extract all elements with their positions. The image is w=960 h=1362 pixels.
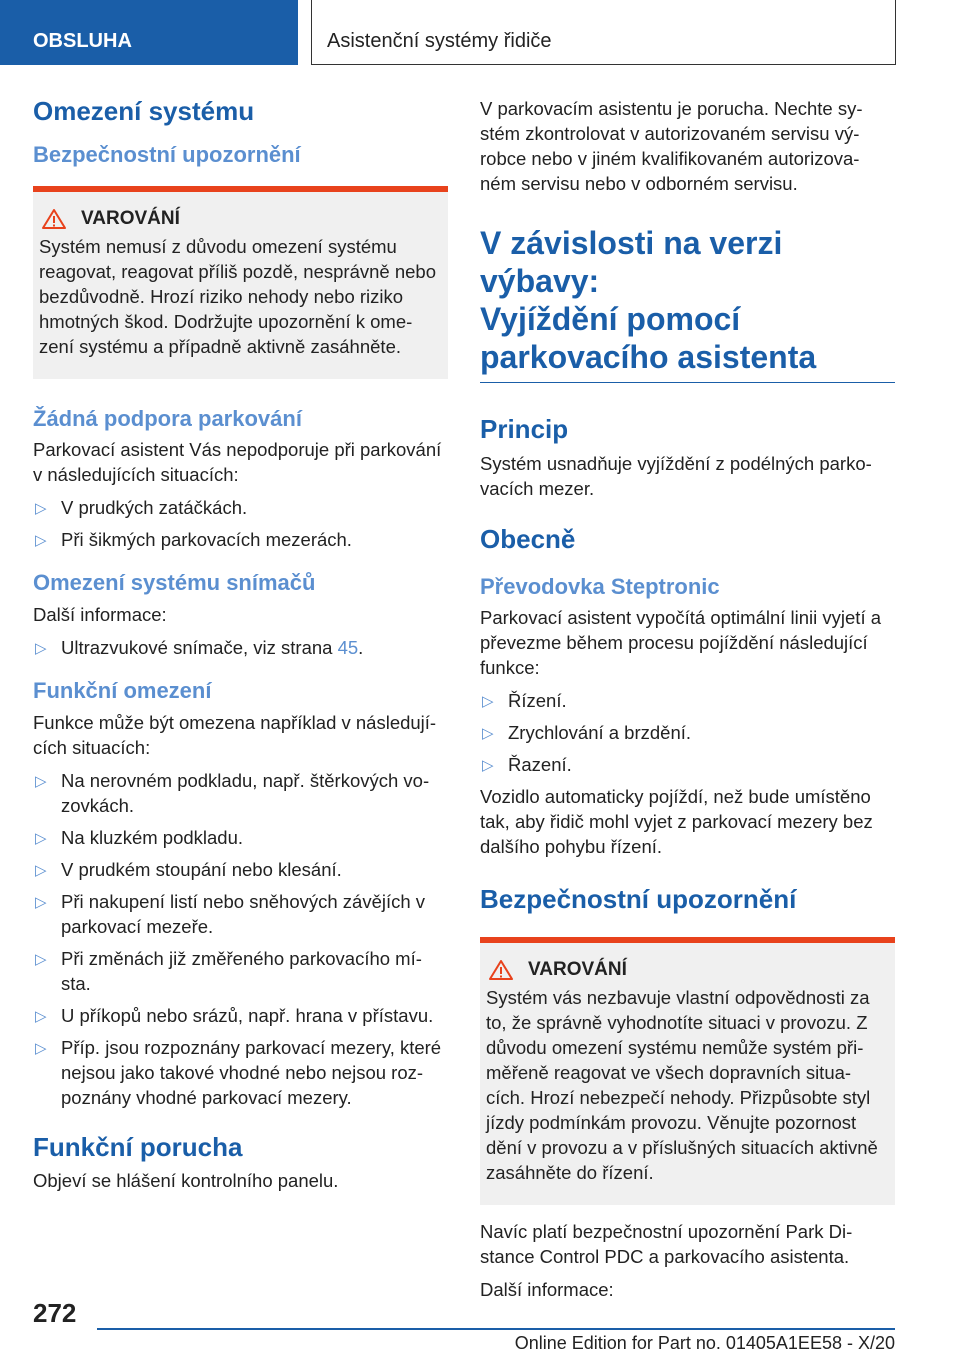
list-item: ▷ Při změnách již změřeného parkovacího mí- sta. bbox=[35, 947, 422, 994]
triangle-right-icon: ▷ bbox=[482, 725, 494, 743]
list-item: ▷ Na kluzkém podkladu. bbox=[33, 825, 448, 850]
warning-box bbox=[480, 937, 895, 1205]
warning-triangle-icon bbox=[488, 959, 514, 981]
paragraph-line: Parkovací asistent vypočítá optimální linii vyjetí a bbox=[480, 607, 882, 629]
bullet-list bbox=[33, 768, 448, 1110]
paragraph-line: Další informace: bbox=[480, 1278, 614, 1300]
paragraph-line: tak, aby řidič mohl vyjet z parkovací mezery bez bbox=[480, 811, 873, 833]
malfunction-heading: Funkční porucha bbox=[33, 1131, 243, 1162]
warning-line: Systém vás nezbavuje vlastní odpovědnosti za bbox=[486, 986, 870, 1008]
footer-edition: Online Edition for Part no. 01405A1EE58 - X/20 bbox=[514, 1333, 895, 1353]
triangle-right-icon: ▷ bbox=[35, 829, 47, 847]
triangle-right-icon: ▷ bbox=[482, 757, 494, 775]
func-limits-heading: Funkční omezení bbox=[33, 677, 212, 703]
triangle-right-icon: ▷ bbox=[482, 693, 494, 711]
no-parking-heading: Žádná podpora parkování bbox=[33, 405, 302, 431]
paragraph-line: Objeví se hlášení kontrolního panelu. bbox=[33, 1170, 339, 1192]
paragraph-line: robce nebo v jiném kvalifikovaném autorizova- bbox=[480, 148, 860, 169]
warning-label: VAROVÁNÍ bbox=[81, 207, 180, 229]
list-item: ▷ Příp. jsou rozpoznány parkovací mezery, které nejsou jako takové vhodné nebo nejsou roz- poznány vhodné parkovací mezery. bbox=[35, 1036, 442, 1108]
paragraph-line: Systém usnadňuje vyjíždění z podélných parko- bbox=[480, 452, 872, 474]
paragraph-line: v následujících situacích: bbox=[33, 464, 239, 486]
section-tab: OBSLUHA bbox=[0, 0, 298, 65]
safety-heading: Bezpečnostní upozornění bbox=[33, 142, 301, 168]
general-heading: Obecně bbox=[480, 523, 576, 554]
warning-line: důvodu omezení systému nemůže systém při- bbox=[486, 1036, 864, 1058]
list-item: ▷ V prudkém stoupání nebo klesání. bbox=[33, 857, 448, 882]
chapter-title: Asistenční systémy řidiče bbox=[311, 0, 896, 65]
footer-rule bbox=[97, 1328, 895, 1330]
paragraph-line: převezme během procesu pojíždění následující bbox=[480, 632, 868, 654]
list-item: ▷ Ultrazvukové snímače, viz strana 45. bbox=[33, 635, 448, 660]
paragraph-line: vacích mezer. bbox=[480, 477, 595, 499]
paragraph-line: funkce: bbox=[480, 657, 540, 679]
sensor-limits-heading: Omezení systému snímačů bbox=[33, 570, 316, 596]
warning-line: dění v provozu a v příslušných situacích aktivně bbox=[486, 1136, 878, 1158]
list-item: ▷ Zrychlování a brzdění. bbox=[480, 720, 895, 745]
page-number: 272 bbox=[33, 1298, 77, 1328]
bullet-list bbox=[33, 635, 448, 660]
principle-heading: Princip bbox=[480, 414, 569, 444]
warning-line: bezdůvodně. Hrozí riziko nehody nebo riziko bbox=[39, 285, 404, 307]
paragraph-line: Parkovací asistent Vás nepodporuje při parkování bbox=[33, 439, 442, 461]
paragraph-line: dalšího pohybu řízení. bbox=[480, 836, 663, 858]
triangle-right-icon: ▷ bbox=[35, 950, 47, 968]
triangle-right-icon: ▷ bbox=[35, 1007, 47, 1025]
paragraph-line: ném servisu nebo v odborném servisu. bbox=[480, 173, 798, 194]
page-link[interactable]: 45 bbox=[337, 636, 359, 658]
paragraph-line: V parkovacím asistentu je porucha. Nechte sy- bbox=[480, 98, 863, 119]
list-item: ▷ U příkopů nebo srázů, např. hrana v přístavu. bbox=[33, 1003, 448, 1028]
warning-line: zasáhněte do řízení. bbox=[486, 1161, 654, 1183]
warning-title bbox=[39, 208, 442, 230]
warning-line: cích. Hrozí nebezpečí nehody. Přizpůsobte styl bbox=[486, 1086, 871, 1108]
left-column bbox=[33, 96, 448, 1193]
warning-line: zení systému a případně aktivně zasáhněte. bbox=[39, 335, 401, 357]
triangle-right-icon: ▷ bbox=[35, 1039, 47, 1057]
list-item: ▷ Řízení. bbox=[480, 688, 895, 713]
list-item: ▷ Při šikmých parkovacích mezerách. bbox=[33, 527, 448, 552]
steptronic-heading: Převodovka Steptronic bbox=[480, 573, 720, 599]
warning-line: měřeně reagovat ve všech dopravních situa- bbox=[486, 1061, 852, 1083]
list-item: ▷ V prudkých zatáčkách. bbox=[33, 495, 448, 520]
section-title: Omezení systému bbox=[33, 96, 255, 126]
warning-line: reagovat, reagovat příliš pozdě, nesprávně nebo bbox=[39, 260, 436, 282]
paragraph-line: cích situacích: bbox=[33, 736, 151, 758]
triangle-right-icon: ▷ bbox=[35, 639, 47, 657]
bullet-list bbox=[33, 495, 448, 552]
chapter-heading: V závislosti na verzi výbavy: Vyjíždění pomocí parkovacího asistenta bbox=[480, 224, 895, 383]
triangle-right-icon: ▷ bbox=[35, 861, 47, 879]
paragraph-line: Funkce může být omezena například v následují- bbox=[33, 711, 437, 733]
triangle-right-icon: ▷ bbox=[35, 893, 47, 911]
paragraph-line: Vozidlo automaticky pojíždí, než bude umístěno bbox=[480, 786, 871, 808]
safety-heading: Bezpečnostní upozornění bbox=[480, 884, 797, 915]
bullet-list bbox=[480, 688, 895, 777]
warning-line: to, že správně vyhodnotíte situaci v provozu. Z bbox=[486, 1011, 868, 1033]
warning-line: Systém nemusí z důvodu omezení systému bbox=[39, 235, 397, 257]
triangle-right-icon: ▷ bbox=[35, 500, 47, 518]
triangle-right-icon: ▷ bbox=[35, 532, 47, 550]
triangle-right-icon: ▷ bbox=[35, 772, 47, 790]
paragraph-line: Navíc platí bezpečnostní upozornění Park Di- bbox=[480, 1220, 853, 1242]
list-item: ▷ Řazení. bbox=[480, 752, 895, 777]
warning-triangle-icon bbox=[41, 208, 67, 230]
warning-title bbox=[486, 959, 889, 981]
warning-line: jízdy podmínkám provozu. Věnujte pozornost bbox=[486, 1111, 857, 1133]
right-column bbox=[480, 96, 895, 1302]
list-item: ▷ Při nakupení listí nebo sněhových závějích v parkovací mezeře. bbox=[35, 890, 426, 937]
warning-label: VAROVÁNÍ bbox=[528, 958, 627, 980]
paragraph-line: stém zkontrolovat v autorizovaném servisu vý- bbox=[480, 123, 860, 144]
warning-line: hmotných škod. Dodržujte upozornění k ome- bbox=[39, 310, 413, 332]
paragraph-line: stance Control PDC a parkovacího asistenta. bbox=[480, 1245, 850, 1267]
warning-box bbox=[33, 186, 448, 379]
paragraph-line: Další informace: bbox=[33, 603, 167, 625]
list-item: ▷ Na nerovném podkladu, např. štěrkových vo- zovkách. bbox=[35, 769, 430, 816]
